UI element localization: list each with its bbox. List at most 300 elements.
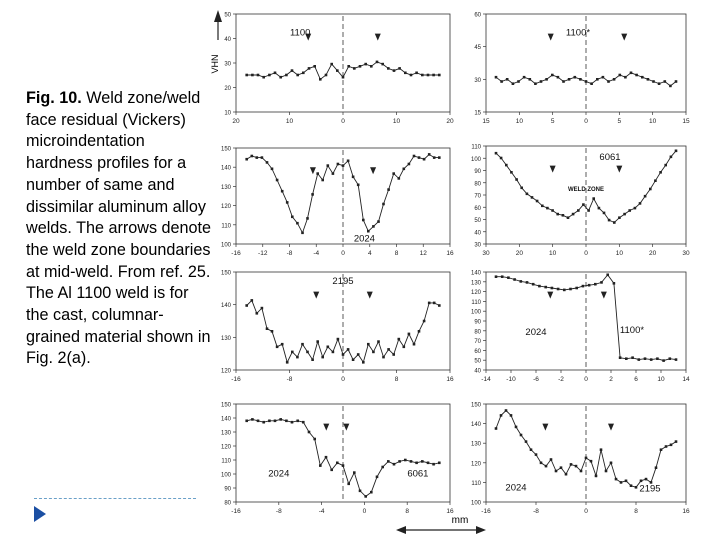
- data-point: [574, 76, 577, 79]
- y-tick-label: 70: [474, 339, 481, 346]
- y-tick-label: 60: [474, 12, 481, 19]
- data-point: [645, 478, 648, 481]
- x-tick-label: -16: [231, 250, 241, 257]
- x-tick-label: -16: [481, 508, 491, 515]
- x-tick-label: 10: [549, 250, 557, 257]
- weld-boundary-arrow-icon: [313, 292, 319, 299]
- data-point: [432, 74, 435, 77]
- data-point: [551, 209, 554, 212]
- data-point: [245, 158, 248, 161]
- data-point: [353, 67, 356, 70]
- data-point: [423, 158, 426, 161]
- data-point: [675, 358, 678, 361]
- data-point: [377, 220, 380, 223]
- x-tick-label: 30: [482, 250, 490, 257]
- data-point: [342, 164, 345, 167]
- data-point: [251, 418, 254, 421]
- data-point: [515, 426, 518, 429]
- data-point: [495, 427, 498, 430]
- data-point: [306, 351, 309, 354]
- x-tick-label: -4: [318, 508, 325, 515]
- data-point: [500, 414, 503, 417]
- panel-1: [224, 13, 454, 126]
- x-scale-arrow-right-icon: [476, 526, 486, 534]
- x-tick-label: -4: [313, 250, 320, 257]
- data-point: [257, 74, 260, 77]
- alloy-label: 2024: [353, 233, 375, 245]
- data-point: [245, 304, 248, 307]
- data-point: [512, 82, 515, 85]
- data-point: [313, 65, 316, 68]
- data-point: [332, 351, 335, 354]
- data-point: [382, 356, 385, 359]
- data-point: [523, 76, 526, 79]
- data-point: [655, 466, 658, 469]
- data-point: [565, 473, 568, 476]
- data-point: [544, 286, 547, 289]
- x-tick-label: 8: [394, 250, 399, 257]
- data-point: [262, 421, 265, 424]
- data-point: [308, 431, 311, 434]
- panel-4: [471, 145, 690, 258]
- data-point: [433, 156, 436, 159]
- y-tick-label: 100: [470, 500, 481, 507]
- panel-2: [474, 13, 690, 126]
- data-point: [392, 353, 395, 356]
- data-point: [607, 80, 610, 83]
- y-tick-label: 130: [470, 280, 481, 287]
- data-point: [500, 80, 503, 83]
- data-point: [281, 190, 284, 193]
- y-tick-label: 120: [220, 444, 231, 451]
- data-point: [550, 458, 553, 461]
- alloy-label: 6061: [599, 151, 621, 163]
- x-tick-label: 0: [341, 118, 345, 125]
- data-point: [276, 346, 279, 349]
- y-tick-label: 80: [224, 500, 231, 507]
- data-point: [413, 155, 416, 158]
- weld-boundary-arrow-icon: [367, 292, 373, 299]
- data-point: [372, 351, 375, 354]
- data-point: [520, 280, 523, 283]
- data-point: [650, 358, 653, 361]
- data-point: [654, 179, 657, 182]
- x-tick-label: 5: [550, 118, 555, 125]
- data-point: [638, 358, 641, 361]
- data-point: [296, 356, 299, 359]
- x-scale-arrow-left-icon: [396, 526, 406, 534]
- data-point: [568, 78, 571, 81]
- x-tick-label: 0: [584, 508, 588, 515]
- data-point: [675, 150, 678, 153]
- y-tick-label: 60: [474, 205, 481, 212]
- y-tick-label: 110: [471, 480, 481, 487]
- data-point: [635, 486, 638, 489]
- data-point: [362, 361, 365, 364]
- data-point: [387, 188, 390, 191]
- data-point: [404, 459, 407, 462]
- data-point: [367, 343, 370, 346]
- data-point: [413, 343, 416, 346]
- data-point: [635, 74, 638, 77]
- data-point: [562, 214, 565, 217]
- data-point: [545, 465, 548, 468]
- data-point: [327, 346, 330, 349]
- data-point: [665, 445, 668, 448]
- data-point: [590, 460, 593, 463]
- weld-boundary-arrow-icon: [616, 166, 622, 173]
- data-point: [387, 348, 390, 351]
- data-point: [398, 338, 401, 341]
- data-point: [664, 164, 667, 167]
- data-point: [266, 327, 269, 330]
- data-point: [421, 74, 424, 77]
- alloy-label: WELD ZONE: [568, 187, 604, 194]
- weld-boundary-arrow-icon: [375, 34, 381, 41]
- data-point: [271, 168, 274, 171]
- data-point: [291, 421, 294, 424]
- data-point: [403, 168, 406, 171]
- data-point: [675, 80, 678, 83]
- data-point: [398, 460, 401, 463]
- data-point: [398, 177, 401, 180]
- alloy-label: 2195: [332, 275, 354, 287]
- data-point: [592, 197, 595, 200]
- data-point: [398, 67, 401, 70]
- data-point: [660, 448, 663, 451]
- data-point: [585, 80, 588, 83]
- x-tick-label: 2: [609, 376, 613, 383]
- y-tick-label: 130: [220, 430, 231, 437]
- x-tick-label: -10: [506, 376, 516, 383]
- data-point: [545, 78, 548, 81]
- data-point: [630, 484, 633, 487]
- data-point: [301, 232, 304, 235]
- data-point: [515, 178, 518, 181]
- x-tick-label: 16: [446, 508, 454, 515]
- data-point: [551, 74, 554, 77]
- data-point: [598, 207, 601, 210]
- caption-text: Weld zone/weld face residual (Vickers) microindentation hardness profiles for a number of same and dissimilar aluminum alloy welds. The arrows denote the weld zone boundaries at mid-weld. From ref. 25. The Al 1100 weld is for the cast, columnar-grained material shown in Fig. 2(a).: [26, 89, 212, 368]
- data-point: [291, 69, 294, 72]
- alloy-label: 6061: [407, 468, 429, 480]
- x-tick-label: 10: [515, 118, 523, 125]
- data-point: [513, 278, 516, 281]
- x-tick-label: 8: [405, 508, 410, 515]
- data-point: [647, 78, 650, 81]
- data-point: [251, 74, 254, 77]
- data-point: [376, 61, 379, 64]
- x-tick-label: 0: [341, 250, 345, 257]
- data-point: [262, 76, 265, 79]
- data-point: [433, 302, 436, 305]
- data-point: [311, 193, 314, 196]
- data-point: [532, 283, 535, 286]
- data-point: [644, 195, 647, 198]
- data-point: [296, 420, 299, 423]
- data-point: [620, 481, 623, 484]
- data-point: [534, 82, 537, 85]
- x-tick-label: 10: [285, 118, 294, 125]
- data-point: [628, 209, 631, 212]
- data-point: [316, 172, 319, 175]
- y-tick-label: 40: [474, 230, 481, 237]
- data-point: [505, 409, 508, 412]
- y-tick-label: 110: [221, 223, 231, 230]
- data-point: [321, 179, 324, 182]
- y-tick-label: 30: [474, 77, 481, 84]
- data-point: [274, 420, 277, 423]
- panel-8: [471, 403, 690, 516]
- data-point: [428, 302, 431, 305]
- data-point: [261, 307, 264, 310]
- y-tick-label: 45: [474, 45, 481, 52]
- data-point: [624, 76, 627, 79]
- data-point: [319, 78, 322, 81]
- alloy-label: 2024: [268, 468, 290, 480]
- data-point: [630, 72, 633, 75]
- data-point: [274, 72, 277, 75]
- data-point: [570, 463, 573, 466]
- data-point: [563, 289, 566, 292]
- data-point: [605, 470, 608, 473]
- alloy-label: 2024: [525, 326, 547, 338]
- data-point: [427, 74, 430, 77]
- x-tick-label: 4: [367, 250, 372, 257]
- data-point: [285, 420, 288, 423]
- data-point: [327, 164, 330, 167]
- x-tick-label: 16: [446, 376, 454, 383]
- x-tick-label: 10: [392, 118, 401, 125]
- data-point: [336, 69, 339, 72]
- data-point: [325, 74, 328, 77]
- data-point: [623, 213, 626, 216]
- x-tick-label: -12: [258, 250, 268, 257]
- data-point: [640, 480, 643, 483]
- x-tick-label: -2: [558, 376, 564, 383]
- data-point: [625, 357, 628, 360]
- data-point: [256, 312, 259, 315]
- data-point: [370, 65, 373, 68]
- data-point: [415, 72, 418, 75]
- x-tick-label: 8: [394, 376, 399, 383]
- data-point: [517, 80, 520, 83]
- y-tick-label: 90: [474, 169, 481, 175]
- data-point: [659, 171, 662, 174]
- data-point: [362, 219, 365, 222]
- data-point: [557, 288, 560, 291]
- data-point: [588, 284, 591, 287]
- data-point: [644, 357, 647, 360]
- data-point: [256, 156, 259, 159]
- y-tick-label: 70: [474, 193, 481, 200]
- x-tick-label: 10: [615, 250, 623, 257]
- x-tick-label: 30: [682, 250, 690, 257]
- data-point: [619, 74, 622, 77]
- data-point: [381, 466, 384, 469]
- data-point: [251, 155, 254, 158]
- weld-boundary-arrow-icon: [542, 424, 548, 431]
- data-point: [285, 74, 288, 77]
- x-tick-label: 0: [584, 376, 588, 383]
- y-tick-label: 150: [220, 270, 231, 277]
- data-point: [377, 340, 380, 343]
- data-point: [562, 80, 565, 83]
- data-point: [438, 462, 441, 465]
- data-point: [596, 78, 599, 81]
- data-point: [372, 225, 375, 228]
- x-tick-label: 15: [682, 118, 690, 125]
- data-point: [321, 356, 324, 359]
- data-point: [652, 80, 655, 83]
- y-tick-label: 50: [224, 12, 231, 19]
- data-point: [311, 358, 314, 361]
- y-tick-label: 150: [220, 146, 231, 153]
- data-point: [342, 464, 345, 467]
- y-axis-label: VHN: [210, 54, 220, 74]
- x-tick-label: 20: [232, 118, 240, 125]
- data-point: [506, 78, 509, 81]
- weld-boundary-arrow-icon: [621, 34, 627, 41]
- data-point: [529, 78, 532, 81]
- data-point: [669, 85, 672, 88]
- x-tick-label: -6: [533, 376, 539, 383]
- panels-group: [221, 13, 690, 516]
- data-point: [276, 179, 279, 182]
- x-tick-label: 15: [482, 118, 490, 125]
- weld-boundary-arrow-icon: [548, 34, 554, 41]
- y-tick-label: 100: [220, 242, 231, 249]
- y-tick-label: 15: [474, 110, 481, 117]
- data-point: [538, 285, 541, 288]
- data-point: [408, 333, 411, 336]
- data-point: [595, 475, 598, 478]
- data-point: [357, 353, 360, 356]
- data-point: [587, 209, 590, 212]
- data-point: [670, 156, 673, 159]
- data-point: [495, 275, 498, 278]
- data-point: [520, 434, 523, 437]
- data-point: [507, 276, 510, 279]
- y-tick-label: 120: [470, 461, 481, 468]
- data-point: [585, 457, 588, 460]
- panel-3: [221, 147, 454, 258]
- data-point: [510, 171, 513, 174]
- data-point: [594, 283, 597, 286]
- data-point: [618, 216, 621, 219]
- data-point: [418, 330, 421, 333]
- data-point: [582, 203, 585, 206]
- data-point: [347, 348, 350, 351]
- caption-figure-number: Fig. 10.: [26, 89, 82, 107]
- data-point: [357, 184, 360, 187]
- data-point: [410, 460, 413, 463]
- data-point: [600, 281, 603, 284]
- data-point: [347, 483, 350, 486]
- y-tick-label: 10: [224, 110, 231, 117]
- x-tick-label: 0: [362, 508, 367, 515]
- x-tick-label: 16: [446, 250, 454, 257]
- data-point: [347, 65, 350, 68]
- data-point: [669, 357, 672, 360]
- data-point: [291, 351, 294, 354]
- data-point: [526, 193, 529, 196]
- data-point: [495, 76, 498, 79]
- data-point: [608, 219, 611, 222]
- data-point: [536, 200, 539, 203]
- y-tick-label: 100: [470, 156, 481, 163]
- data-point: [505, 164, 508, 167]
- data-point: [364, 495, 367, 498]
- data-point: [352, 358, 355, 361]
- x-tick-label: 10: [657, 376, 665, 383]
- data-point: [625, 480, 628, 483]
- data-point: [580, 470, 583, 473]
- data-point: [271, 330, 274, 333]
- data-point: [268, 420, 271, 423]
- y-tick-label: 110: [471, 299, 481, 306]
- data-point: [359, 65, 362, 68]
- panel-5: [221, 271, 454, 384]
- data-point: [382, 203, 385, 206]
- x-tick-label: 0: [341, 376, 345, 383]
- x-tick-label: 12: [419, 250, 427, 257]
- y-tick-label: 40: [474, 368, 481, 375]
- weld-boundary-arrow-icon: [608, 424, 614, 431]
- y-tick-label: 120: [470, 290, 481, 297]
- data-point: [540, 462, 543, 465]
- y-tick-label: 90: [474, 319, 481, 326]
- data-point: [337, 338, 340, 341]
- y-tick-label: 140: [470, 270, 481, 277]
- y-tick-label: 50: [474, 218, 481, 224]
- y-tick-label: 50: [474, 358, 481, 365]
- data-point: [606, 274, 609, 277]
- data-point: [352, 176, 355, 179]
- data-point: [531, 196, 534, 199]
- data-point: [423, 320, 426, 323]
- data-point: [540, 80, 543, 83]
- data-point: [670, 444, 673, 447]
- data-point: [432, 463, 435, 466]
- x-tick-label: 8: [634, 508, 638, 515]
- data-point: [664, 80, 667, 83]
- data-point: [381, 63, 384, 66]
- data-point: [347, 160, 350, 163]
- data-point: [575, 465, 578, 468]
- alloy-label: 1100*: [565, 27, 591, 39]
- data-point: [353, 471, 356, 474]
- data-point: [619, 356, 622, 359]
- data-point: [501, 275, 504, 278]
- data-point: [438, 156, 441, 159]
- data-point: [313, 438, 316, 441]
- y-tick-label: 80: [474, 329, 481, 336]
- data-point: [319, 464, 322, 467]
- data-point: [325, 456, 328, 459]
- data-point: [302, 72, 305, 75]
- data-point: [541, 205, 544, 208]
- data-point: [251, 299, 254, 302]
- data-point: [546, 207, 549, 210]
- data-point: [500, 157, 503, 160]
- data-point: [266, 161, 269, 164]
- y-axis-arrow-icon: [214, 10, 222, 22]
- data-point: [610, 462, 613, 465]
- data-point: [428, 153, 431, 156]
- data-point: [602, 76, 605, 79]
- data-point: [261, 156, 264, 159]
